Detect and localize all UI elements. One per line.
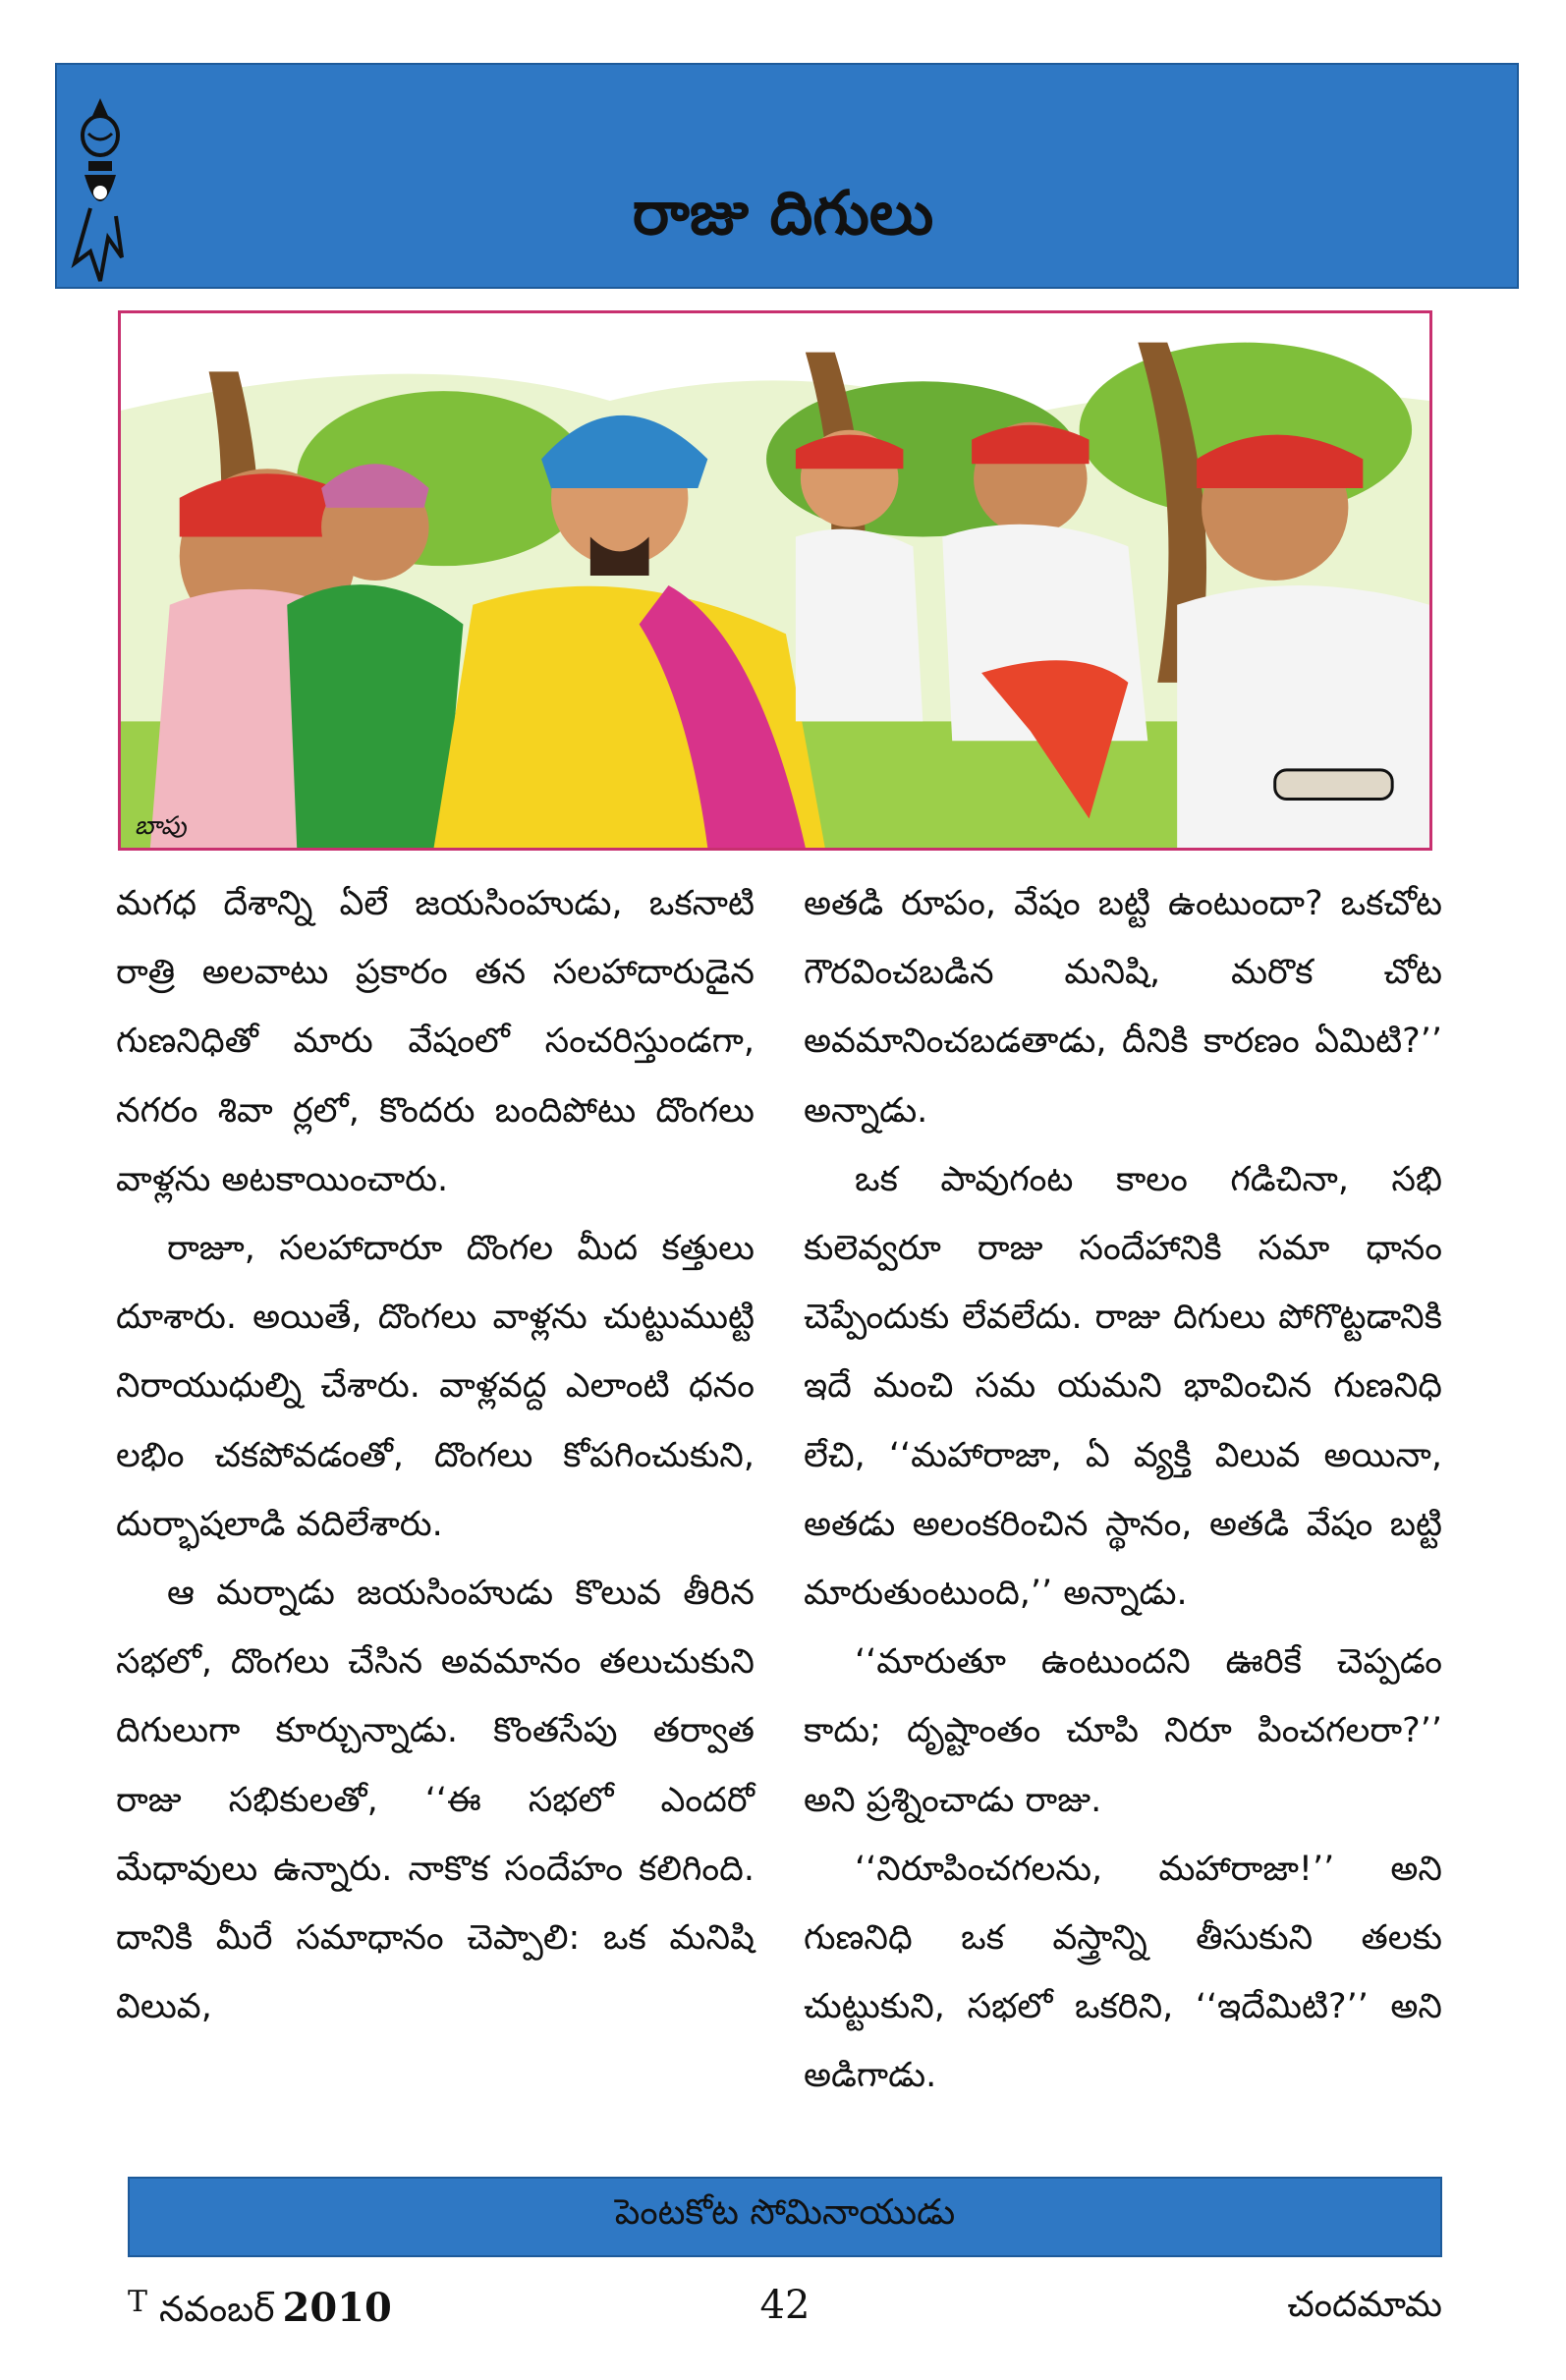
story-paragraph: ‘‘నిరూపించగలను, మహారాజా!’’ అని గుణనిధి ఒక వస్త్రాన్ని తీసుకుని తలకు చుట్టుకుని, సభలో ఒకరిని, ‘‘ఇదేమిటి?’’ అని అడిగాడు. [804, 1849, 1442, 2096]
corner-mark: T [128, 2285, 148, 2319]
magazine-name: చందమామ [1287, 2285, 1442, 2325]
story-paragraph: ఒక పావుగంట కాలం గడిచినా, సభి కులెవ్వరూ రాజు సందేహానికి సమా ధానం చెప్పేందుకు లేవలేదు. రాజు దిగులు పోగొట్టడానికి ఇదే మంచి సమ యమని భావించిన గుణనిధి లేచి, ‘‘మహారాజా, ఏ వ్యక్తి విలువ అయినా, అతడు అలంకరించిన స్థానం, అతడి వేషం బట్టి మారుతుంటుంది,’’ అన్నాడు. [804, 1159, 1442, 1614]
page-footer [128, 2277, 1442, 2336]
story-paragraph: అతడి రూపం, వేషం బట్టి ఉంటుందా? ఒకచోట గౌరవించబడిన మనిషి, మరొక చోట అవమానించబడతాడు, దీనికి కారణం ఏమిటి?’’ అన్నాడు. [804, 884, 1442, 1131]
author-banner [128, 2177, 1442, 2257]
story-paragraph: మగధ దేశాన్ని ఏలే జయసింహుడు, ఒకనాటి రాత్రి అలవాటు ప్రకారం తన సలహాదారుడైన గుణనిధితో మారు వేషంలో సంచరిస్తుండగా, నగరం శివా ర్లలో, కొందరు బందిపోటు దొంగలు వాళ్లను అటకాయించారు. [116, 884, 755, 1199]
story-right-column [804, 869, 1442, 2111]
artist-signature: బాపు [134, 811, 187, 842]
story-title: రాజు దిగులు [632, 177, 934, 249]
author-name: పెంటకోట సోమినాయుడు [614, 2192, 956, 2233]
story-illustration [118, 310, 1432, 851]
story-left-column [116, 869, 755, 2041]
issue-year: 2010 [282, 2285, 392, 2331]
issue-month: నవంబర్ [159, 2290, 275, 2330]
story-paragraph: ‘‘మారుతూ ఉంటుందని ఊరికే చెప్పడం కాదు; దృష్టాంతం చూపి నిరూ పించగలరా?’’ అని ప్రశ్నించాడు రాజు. [804, 1642, 1442, 1820]
story-paragraph: ఆ మర్నాడు జయసింహుడు కొలువ తీరిన సభలో, దొంగలు చేసిన అవమానం తలుచుకుని దిగులుగా కూర్చున్నాడు. కొంతసేపు తర్వాత రాజు సభికులతో, ‘‘ఈ సభలో ఎందరో మేధావులు ఉన్నారు. నాకొక సందేహం కలిగింది. దానికి మీరే సమాధానం చెప్పాలి: ఒక మనిషి విలువ, [116, 1574, 755, 2027]
page-number: 42 [759, 2283, 811, 2328]
story-paragraph: రాజూ, సలహాదారూ దొంగల మీద కత్తులు దూశారు. అయితే, దొంగలు వాళ్లను చుట్టుముట్టి నిరాయుధుల్ని చేశారు. వాళ్లవద్ద ఎలాంటి ధనం లభిం చకపోవడంతో, దొంగలు కోపగించుకుని, దుర్భాషలాడి వదిలేశారు. [116, 1229, 755, 1544]
